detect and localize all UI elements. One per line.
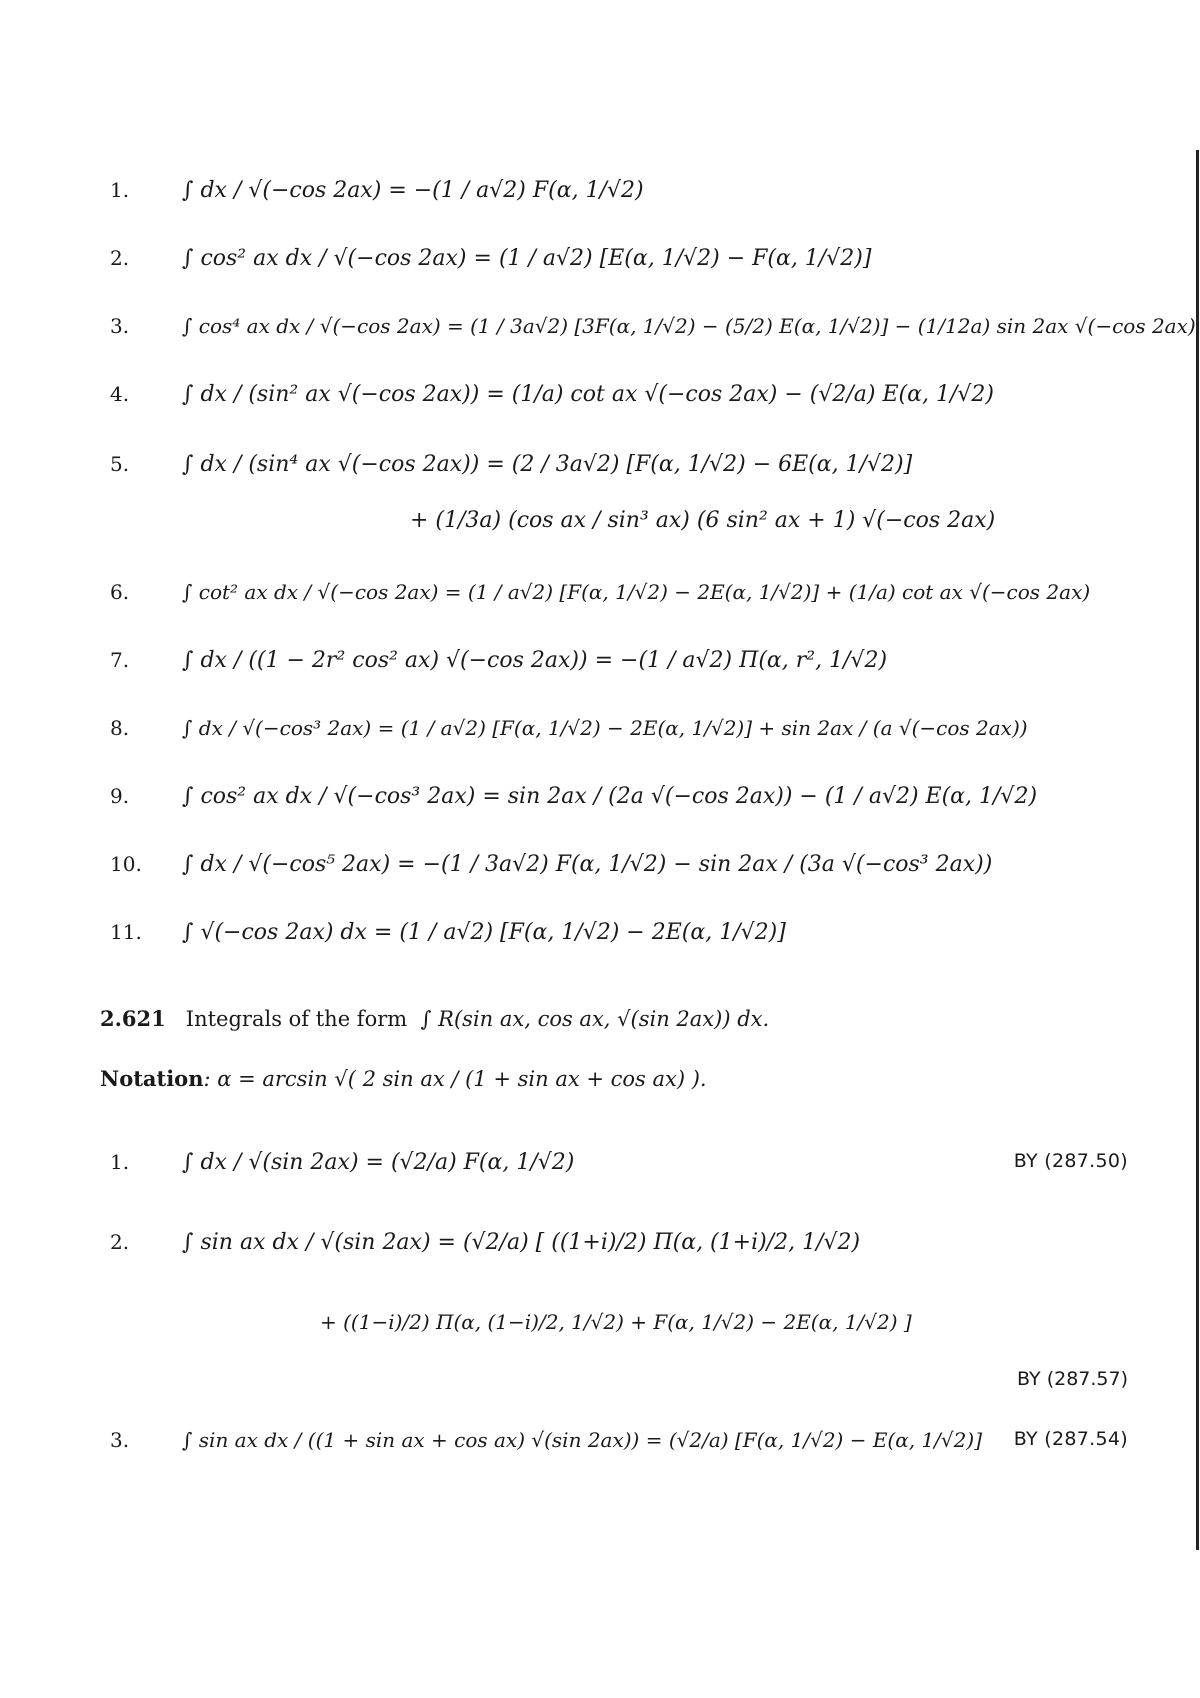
formula: ∫ dx / (sin⁴ ax √(−cos 2ax)) = (2 / 3a√2) [F(α, 1/√2) − 6E(α, 1/√2)] [182,452,913,477]
section-form: ∫ R(sin ax, cos ax, √(sin 2ax)) dx. [420,1007,770,1031]
formula-number: 5. [110,452,130,476]
margin-rule [1196,150,1199,1550]
formula-number: 9. [110,784,130,808]
formula-number: 1. [110,1150,130,1174]
notation-label: Notation [100,1066,204,1091]
formula: ∫ dx / √(−cos 2ax) = −(1 / a√2) F(α, 1/√2) [182,178,644,203]
formula-number: 10. [110,852,142,876]
formula-number: 3. [110,1428,130,1452]
formula: ∫ dx / (sin² ax √(−cos 2ax)) = (1/a) cot ax √(−cos 2ax) − (√2/a) E(α, 1/√2) [182,382,994,407]
formula: ∫ cot² ax dx / √(−cos 2ax) = (1 / a√2) [F(α, 1/√2) − 2E(α, 1/√2)] + (1/a) cot ax √(−cos 2ax) [182,580,1091,604]
formula: ∫ √(−cos 2ax) dx = (1 / a√2) [F(α, 1/√2) − 2E(α, 1/√2)] [182,920,786,945]
formula-number: 6. [110,580,130,604]
formula-continuation: + ((1−i)/2) Π(α, (1−i)/2, 1/√2) + F(α, 1/√2) − 2E(α, 1/√2) ] [320,1310,912,1334]
formula: ∫ dx / √(−cos³ 2ax) = (1 / a√2) [F(α, 1/√2) − 2E(α, 1/√2)] + sin 2ax / (a √(−cos 2ax)) [182,716,1028,740]
formula-number: 3. [110,314,130,338]
formula-number: 1. [110,178,130,202]
formula: ∫ dx / √(−cos⁵ 2ax) = −(1 / 3a√2) F(α, 1/√2) − sin 2ax / (3a √(−cos³ 2ax)) [182,852,993,877]
formula: ∫ dx / ((1 − 2r² cos² ax) √(−cos 2ax)) = −(1 / a√2) Π(α, r², 1/√2) [182,648,888,673]
formula: ∫ cos⁴ ax dx / √(−cos 2ax) = (1 / 3a√2) [3F(α, 1/√2) − (5/2) E(α, 1/√2)] − (1/12a) sin 2ax √(−cos 2ax) [182,314,1196,338]
formula: ∫ cos² ax dx / √(−cos 2ax) = (1 / a√2) [E(α, 1/√2) − F(α, 1/√2)] [182,246,872,271]
reference: BY (287.50) [1013,1150,1128,1172]
notation-formula: : α = arcsin √( 2 sin ax / (1 + sin ax + cos ax) ). [203,1067,707,1091]
section-title: Integrals of the form [185,1007,408,1031]
reference: BY (287.54) [1013,1428,1128,1450]
formula-number: 4. [110,382,130,406]
formula-continuation: + (1/3a) (cos ax / sin³ ax) (6 sin² ax + 1) √(−cos 2ax) [410,508,996,533]
section-heading [100,1006,769,1031]
formula-number: 2. [110,246,130,270]
formula-number: 8. [110,716,130,740]
reference: BY (287.57) [1017,1368,1128,1390]
formula: ∫ sin ax dx / √(sin 2ax) = (√2/a) [ ((1+i)/2) Π(α, (1+i)/2, 1/√2) [182,1230,861,1255]
formula: ∫ dx / √(sin 2ax) = (√2/a) F(α, 1/√2) [182,1150,575,1175]
section-number: 2.621 [100,1006,166,1031]
formula-number: 2. [110,1230,130,1254]
formula: ∫ sin ax dx / ((1 + sin ax + cos ax) √(sin 2ax)) = (√2/a) [F(α, 1/√2) − E(α, 1/√2)] [182,1428,982,1452]
formula-number: 7. [110,648,130,672]
formula-number: 11. [110,920,142,944]
notation-line [100,1066,707,1091]
formula: ∫ cos² ax dx / √(−cos³ 2ax) = sin 2ax / (2a √(−cos 2ax)) − (1 / a√2) E(α, 1/√2) [182,784,1038,809]
